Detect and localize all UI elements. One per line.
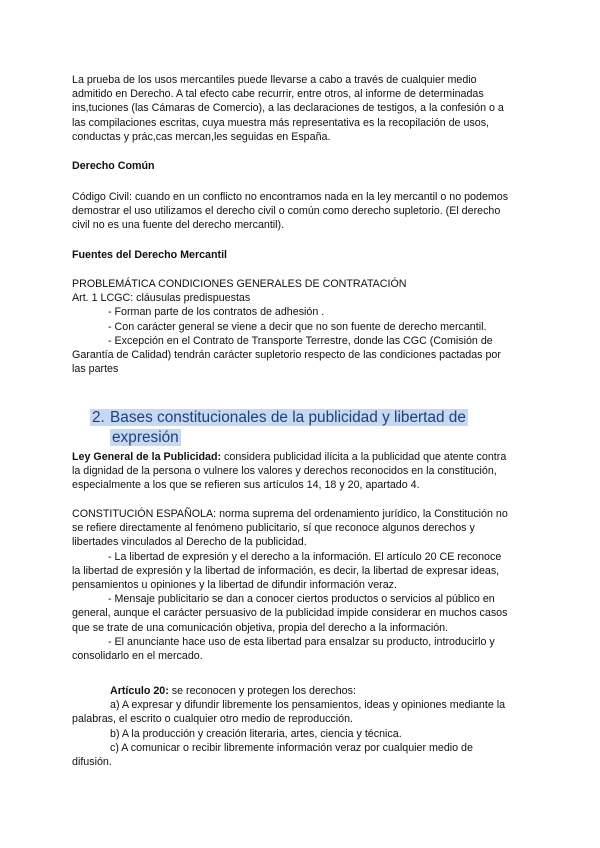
- text-line: las compilaciones escritas, cuya muestra más representativa es la recopilación de usos,: [72, 116, 490, 129]
- text-line: conductas y prác,cas mercan,les seguidas en España.: [72, 130, 331, 143]
- block-articulo-20: Artículo 20: se reconocen y protegen los derechos: a) A expresar y difundir libremente los pensamientos, ideas y opiniones mediante la palabras, el escrito o cualquier otro medio de reproducción. b) A la producción y creación literaria, artes, ciencia y técnica. c) A comunicar o recibir libremente información veraz por cualquier medio de difusión.: [72, 684, 532, 769]
- section-title-line1: Bases constitucionales de la publicidad y libertad de: [110, 409, 466, 426]
- list-item: c) A comunicar o recibir libremente información veraz por cualquier medio de: [110, 741, 473, 754]
- paragraph-codigo-civil: [72, 190, 532, 233]
- text-line: demostrar el uso utilizamos el derecho civil o común como derecho supletorio. (El derecho: [72, 205, 501, 218]
- problematica-title: PROBLEMÁTICA CONDICIONES GENERALES DE CONTRATACIÓN: [72, 278, 407, 290]
- section-heading-2: [90, 408, 468, 447]
- text-line: Garantía de Calidad) tendrán carácter supletorio respecto de las condiciones pactadas por: [72, 349, 501, 362]
- section-title-line2: expresión: [112, 428, 179, 446]
- text-line: consolidarlo en el mercado.: [72, 650, 203, 663]
- paragraph-ley-general-publicidad: Ley General de la Publicidad: considera publicidad ilícita a la publicidad que atente contra la dignidad de la persona o vulnere los valores y derechos reconocidos en la constitución, especialmente a los que se refieren sus artículos 14, 18 y 20, apartado 4.: [72, 450, 532, 493]
- text-line: palabras, el escrito o cualquier otro medio de reproducción.: [72, 713, 354, 726]
- text-line: civil no es una fuente del derecho mercantil).: [72, 219, 285, 232]
- text-line: que se trate de una comunicación objetiva, propia del derecho a la información.: [72, 621, 449, 634]
- paragraph-constitucion: [72, 507, 532, 663]
- list-item: - Excepción en el Contrato de Transporte Terrestre, donde las CGC (Comisión de: [108, 334, 493, 347]
- paragraph-usos-mercantiles: [72, 73, 532, 144]
- text-line: general, aunque el carácter persuasivo de la publicidad impide considerar en muchos casos: [72, 607, 508, 620]
- heading-derecho-comun: Derecho Común: [72, 160, 155, 172]
- text-line: libertades vinculados al Derecho de la publicidad.: [72, 536, 307, 549]
- text-line: difusión.: [72, 756, 112, 769]
- art1-line: Art. 1 LCGC: cláusulas predispuestas: [72, 292, 251, 305]
- block-problematica: [72, 277, 532, 376]
- text-line: se refiere directamente al fenómeno publicitario, sí que reconoce algunos derechos y: [72, 522, 475, 535]
- art20-label: Artículo 20:: [110, 685, 169, 697]
- list-item: - La libertad de expresión y el derecho a la información. El artículo 20 CE reconoce: [108, 550, 502, 563]
- list-item: - El anunciante hace uso de esta libertad para ensalzar su producto, introducirlo y: [108, 635, 495, 648]
- list-item: b) A la producción y creación literaria, artes, ciencia y técnica.: [110, 727, 402, 740]
- list-item: - Con carácter general se viene a decir que no son fuente de derecho mercantil.: [108, 320, 487, 333]
- text-line: pensamientos u opiniones y la libertad de difundir información veraz.: [72, 579, 397, 592]
- text-line: especialmente a los que se refieren sus artículos 14, 18 y 20, apartado 4.: [72, 479, 420, 492]
- text-line: Código Civil: cuando en un conflicto no encontramos nada en la ley mercantil o no podemos: [72, 191, 509, 203]
- text-line: la libertad de expresión y la libertad de información, es decir, la libertad de expresar ideas,: [72, 564, 500, 577]
- list-item: - Mensaje publicitario se dan a conocer ciertos productos o servicios al público en: [108, 593, 495, 606]
- text-line: la dignidad de la persona o vulnere los valores y derechos reconocidos en la constitución,: [72, 465, 497, 478]
- text-line: La prueba de los usos mercantiles puede llevarse a cabo a través de cualquier medio: [72, 74, 477, 86]
- lgp-label: Ley General de la Publicidad:: [72, 451, 222, 463]
- text-line: CONSTITUCIÓN ESPAÑOLA: norma suprema del ordenamiento jurídico, la Constitución no: [72, 508, 508, 520]
- list-item: a) A expresar y difundir libremente los pensamientos, ideas y opiniones mediante la: [110, 699, 506, 712]
- text-line: admitido en Derecho. A tal efecto cabe recurrir, entre otros, al informe de determinadas: [72, 88, 484, 101]
- text-line: ins,tuciones (las Cámaras de Comercio), a las declaraciones de testigos, a la confesión o a: [72, 102, 504, 115]
- list-item: - Forman parte de los contratos de adhesión .: [108, 306, 325, 319]
- heading-fuentes: Fuentes del Derecho Mercantil: [72, 249, 228, 261]
- section-number: 2.: [92, 409, 105, 426]
- text-line: las partes: [72, 363, 119, 376]
